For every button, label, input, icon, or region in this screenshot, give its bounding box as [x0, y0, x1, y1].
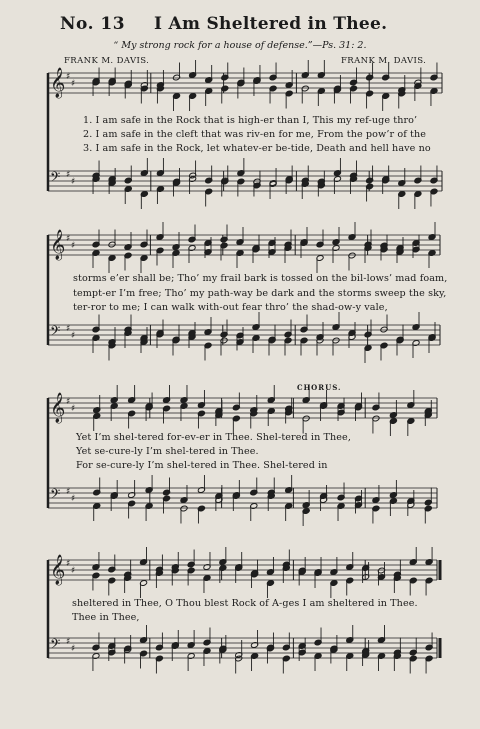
treble-clef-icon: 𝄞	[50, 393, 66, 423]
bass-clef-icon: 𝄢	[50, 486, 61, 505]
sharp-icon: ♯	[66, 487, 71, 497]
treble-clef-icon: 𝄞	[50, 230, 66, 260]
sharp-icon: ♯	[71, 404, 76, 414]
sharp-icon: ♯	[66, 234, 71, 244]
bass-clef-icon: 𝄢	[50, 636, 61, 655]
sharp-icon: ♯	[66, 397, 71, 407]
hymn-title: I Am Sheltered in Thee.	[154, 14, 388, 34]
lyric-line: storms e’er shall be; Tho’ my frail bark is tossed on the bil-lows’ mad foam,	[73, 273, 448, 284]
lyric-line: 1. I am safe in the Rock that is high-er than I, This my ref-uge thro’	[83, 115, 418, 126]
sharp-icon: ♯	[71, 494, 76, 504]
bass-clef-icon: 𝄢	[50, 169, 61, 188]
sharp-icon: ♯	[71, 177, 76, 187]
lyric-line: Yet I’m shel-tered for-ev-er in Thee. Shel-tered in Thee,	[76, 432, 351, 443]
lyric-line: 3. I am safe in the Rock, let whatev-er be-tide, Death and hell have no	[83, 143, 431, 154]
treble-clef-icon: 𝄞	[50, 555, 66, 585]
sharp-icon: ♯	[66, 170, 71, 180]
lyric-line: For se-cure-ly I’m shel-tered in Thee. Shel-tered in	[76, 460, 328, 471]
sharp-icon: ♯	[71, 566, 76, 576]
lyric-line: 2. I am safe in the cleft that was riv-en for me, From the pow’r of the	[83, 129, 427, 140]
lyric-line: tempt-er I’m free; Tho’ my path-way be dark and the storms sweep the sky,	[73, 288, 447, 299]
sharp-icon: ♯	[66, 324, 71, 334]
scripture-epigraph: “ My strong rock for a house of defense.”—Ps. 31: 2.	[113, 40, 367, 51]
lyric-line: Thee in Thee,	[72, 612, 140, 623]
sharp-icon: ♯	[66, 559, 71, 569]
bass-clef-icon: 𝄢	[50, 323, 61, 342]
sharp-icon: ♯	[66, 637, 71, 647]
sharp-icon: ♯	[71, 241, 76, 251]
hymn-number: No. 13	[60, 14, 126, 34]
lyric-line: ter-ror to me; I can walk with-out fear thro’ the shad-ow-y vale,	[73, 302, 388, 313]
treble-clef-icon: 𝄞	[50, 68, 66, 98]
sharp-icon: ♯	[71, 79, 76, 89]
sharp-icon: ♯	[71, 331, 76, 341]
sharp-icon: ♯	[71, 644, 76, 654]
lyric-line: Yet se-cure-ly I’m shel-tered in Thee.	[76, 446, 259, 457]
composer-credit-left: FRANK M. DAVIS.	[64, 56, 150, 66]
composer-credit-right: FRANK M. DAVIS.	[341, 56, 427, 66]
lyric-line: sheltered in Thee, O Thou blest Rock of A-ges I am sheltered in Thee.	[72, 598, 418, 609]
sharp-icon: ♯	[66, 72, 71, 82]
chorus-label: CHORUS.	[297, 383, 342, 392]
